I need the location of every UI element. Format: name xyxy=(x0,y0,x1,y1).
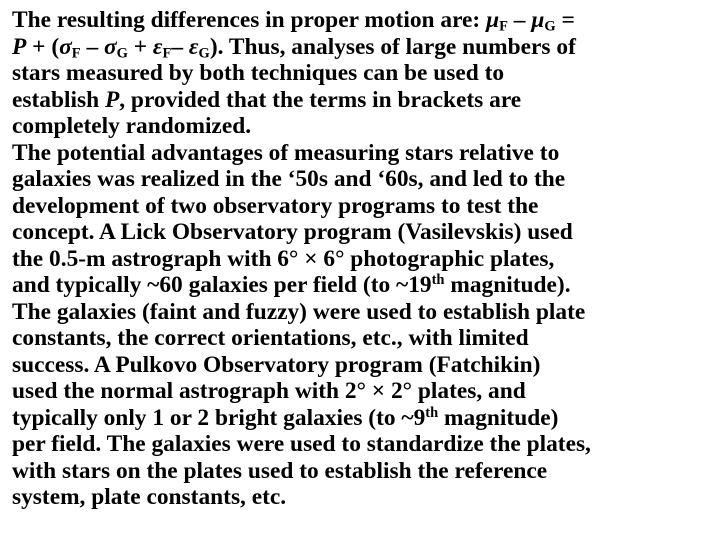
text-run: concept. A Lick Observatory program (Vasilevskis) used xyxy=(12,219,573,245)
text-line xyxy=(12,352,716,379)
text-run: – xyxy=(80,33,104,60)
subscript: F xyxy=(499,18,508,35)
text-line xyxy=(12,193,716,220)
subscript: G xyxy=(198,45,210,62)
text-run: stars measured by both techniques can be used to xyxy=(12,60,505,86)
text-run: The galaxies (faint and fuzzy) were used to establish plate xyxy=(12,298,586,325)
text-line xyxy=(12,219,716,246)
text-run: magnitude). xyxy=(444,272,571,298)
text-line xyxy=(12,484,716,511)
text-line xyxy=(12,405,716,432)
italic-symbol: ε xyxy=(188,33,199,60)
text-line xyxy=(12,431,716,458)
text-line xyxy=(12,272,716,299)
text-run: completely randomized. xyxy=(12,113,252,139)
italic-symbol: P xyxy=(104,86,120,113)
text-line xyxy=(12,87,716,114)
text-run: magnitude) xyxy=(438,404,559,431)
text-run: used the normal astrograph with 2° × 2° plates, and xyxy=(12,378,526,404)
italic-symbol: μ xyxy=(531,7,545,33)
text-line xyxy=(12,166,716,193)
text-run: establish xyxy=(12,86,105,113)
text-run: – xyxy=(171,33,189,60)
subscript: F xyxy=(162,45,172,62)
text-line xyxy=(12,325,716,352)
subscript: F xyxy=(71,45,81,62)
text-run: – xyxy=(507,7,532,33)
text-run: per field. The galaxies were used to standardize the plates, xyxy=(12,431,591,457)
text-run: success. A Pulkovo Observatory program (Fatchikin) xyxy=(12,351,541,378)
italic-symbol: σ xyxy=(59,33,72,60)
text-run: ). Thus, analyses of large numbers of xyxy=(209,33,576,60)
subscript: G xyxy=(544,18,556,35)
text-run: with stars on the plates used to establish the reference xyxy=(12,457,548,484)
text-line xyxy=(12,246,716,273)
text-run: + ( xyxy=(26,33,60,60)
text-run: + xyxy=(127,33,153,60)
text-run: galaxies was realized in the ‘50s and ‘60s, and led to the xyxy=(12,166,566,192)
text-line xyxy=(12,458,716,485)
text-line xyxy=(12,140,716,167)
text-line xyxy=(12,113,716,140)
italic-symbol: P xyxy=(12,33,27,60)
paragraph-proper-motion xyxy=(12,7,716,140)
italic-symbol: σ xyxy=(103,33,117,60)
italic-symbol: ε xyxy=(152,33,163,60)
text-line xyxy=(12,60,716,87)
paragraph-observatory-programs xyxy=(12,140,716,511)
text-line xyxy=(12,7,716,34)
subscript: G xyxy=(116,45,128,62)
text-line xyxy=(12,299,716,326)
text-line xyxy=(12,34,716,61)
superscript: th xyxy=(425,404,439,421)
text-run: constants, the correct orientations, etc., with limited xyxy=(12,325,529,351)
text-line xyxy=(12,378,716,405)
text-run: system, plate constants, etc. xyxy=(12,484,287,510)
text-run: , provided that the terms in brackets are xyxy=(119,86,522,113)
superscript: th xyxy=(431,272,445,289)
text-run: the 0.5-m astrograph with 6° × 6° photographic plates, xyxy=(12,245,555,272)
text-run: = xyxy=(555,7,575,33)
text-run: typically only 1 or 2 bright galaxies (to ~9 xyxy=(12,404,426,431)
italic-symbol: μ xyxy=(486,7,500,33)
text-run: The potential advantages of measuring stars relative to xyxy=(12,139,560,166)
text-run: and typically ~60 galaxies per field (to ~19 xyxy=(12,272,432,298)
text-run: The resulting differences in proper motion are: xyxy=(12,7,487,33)
text-run: development of two observatory programs to test the xyxy=(12,192,539,219)
